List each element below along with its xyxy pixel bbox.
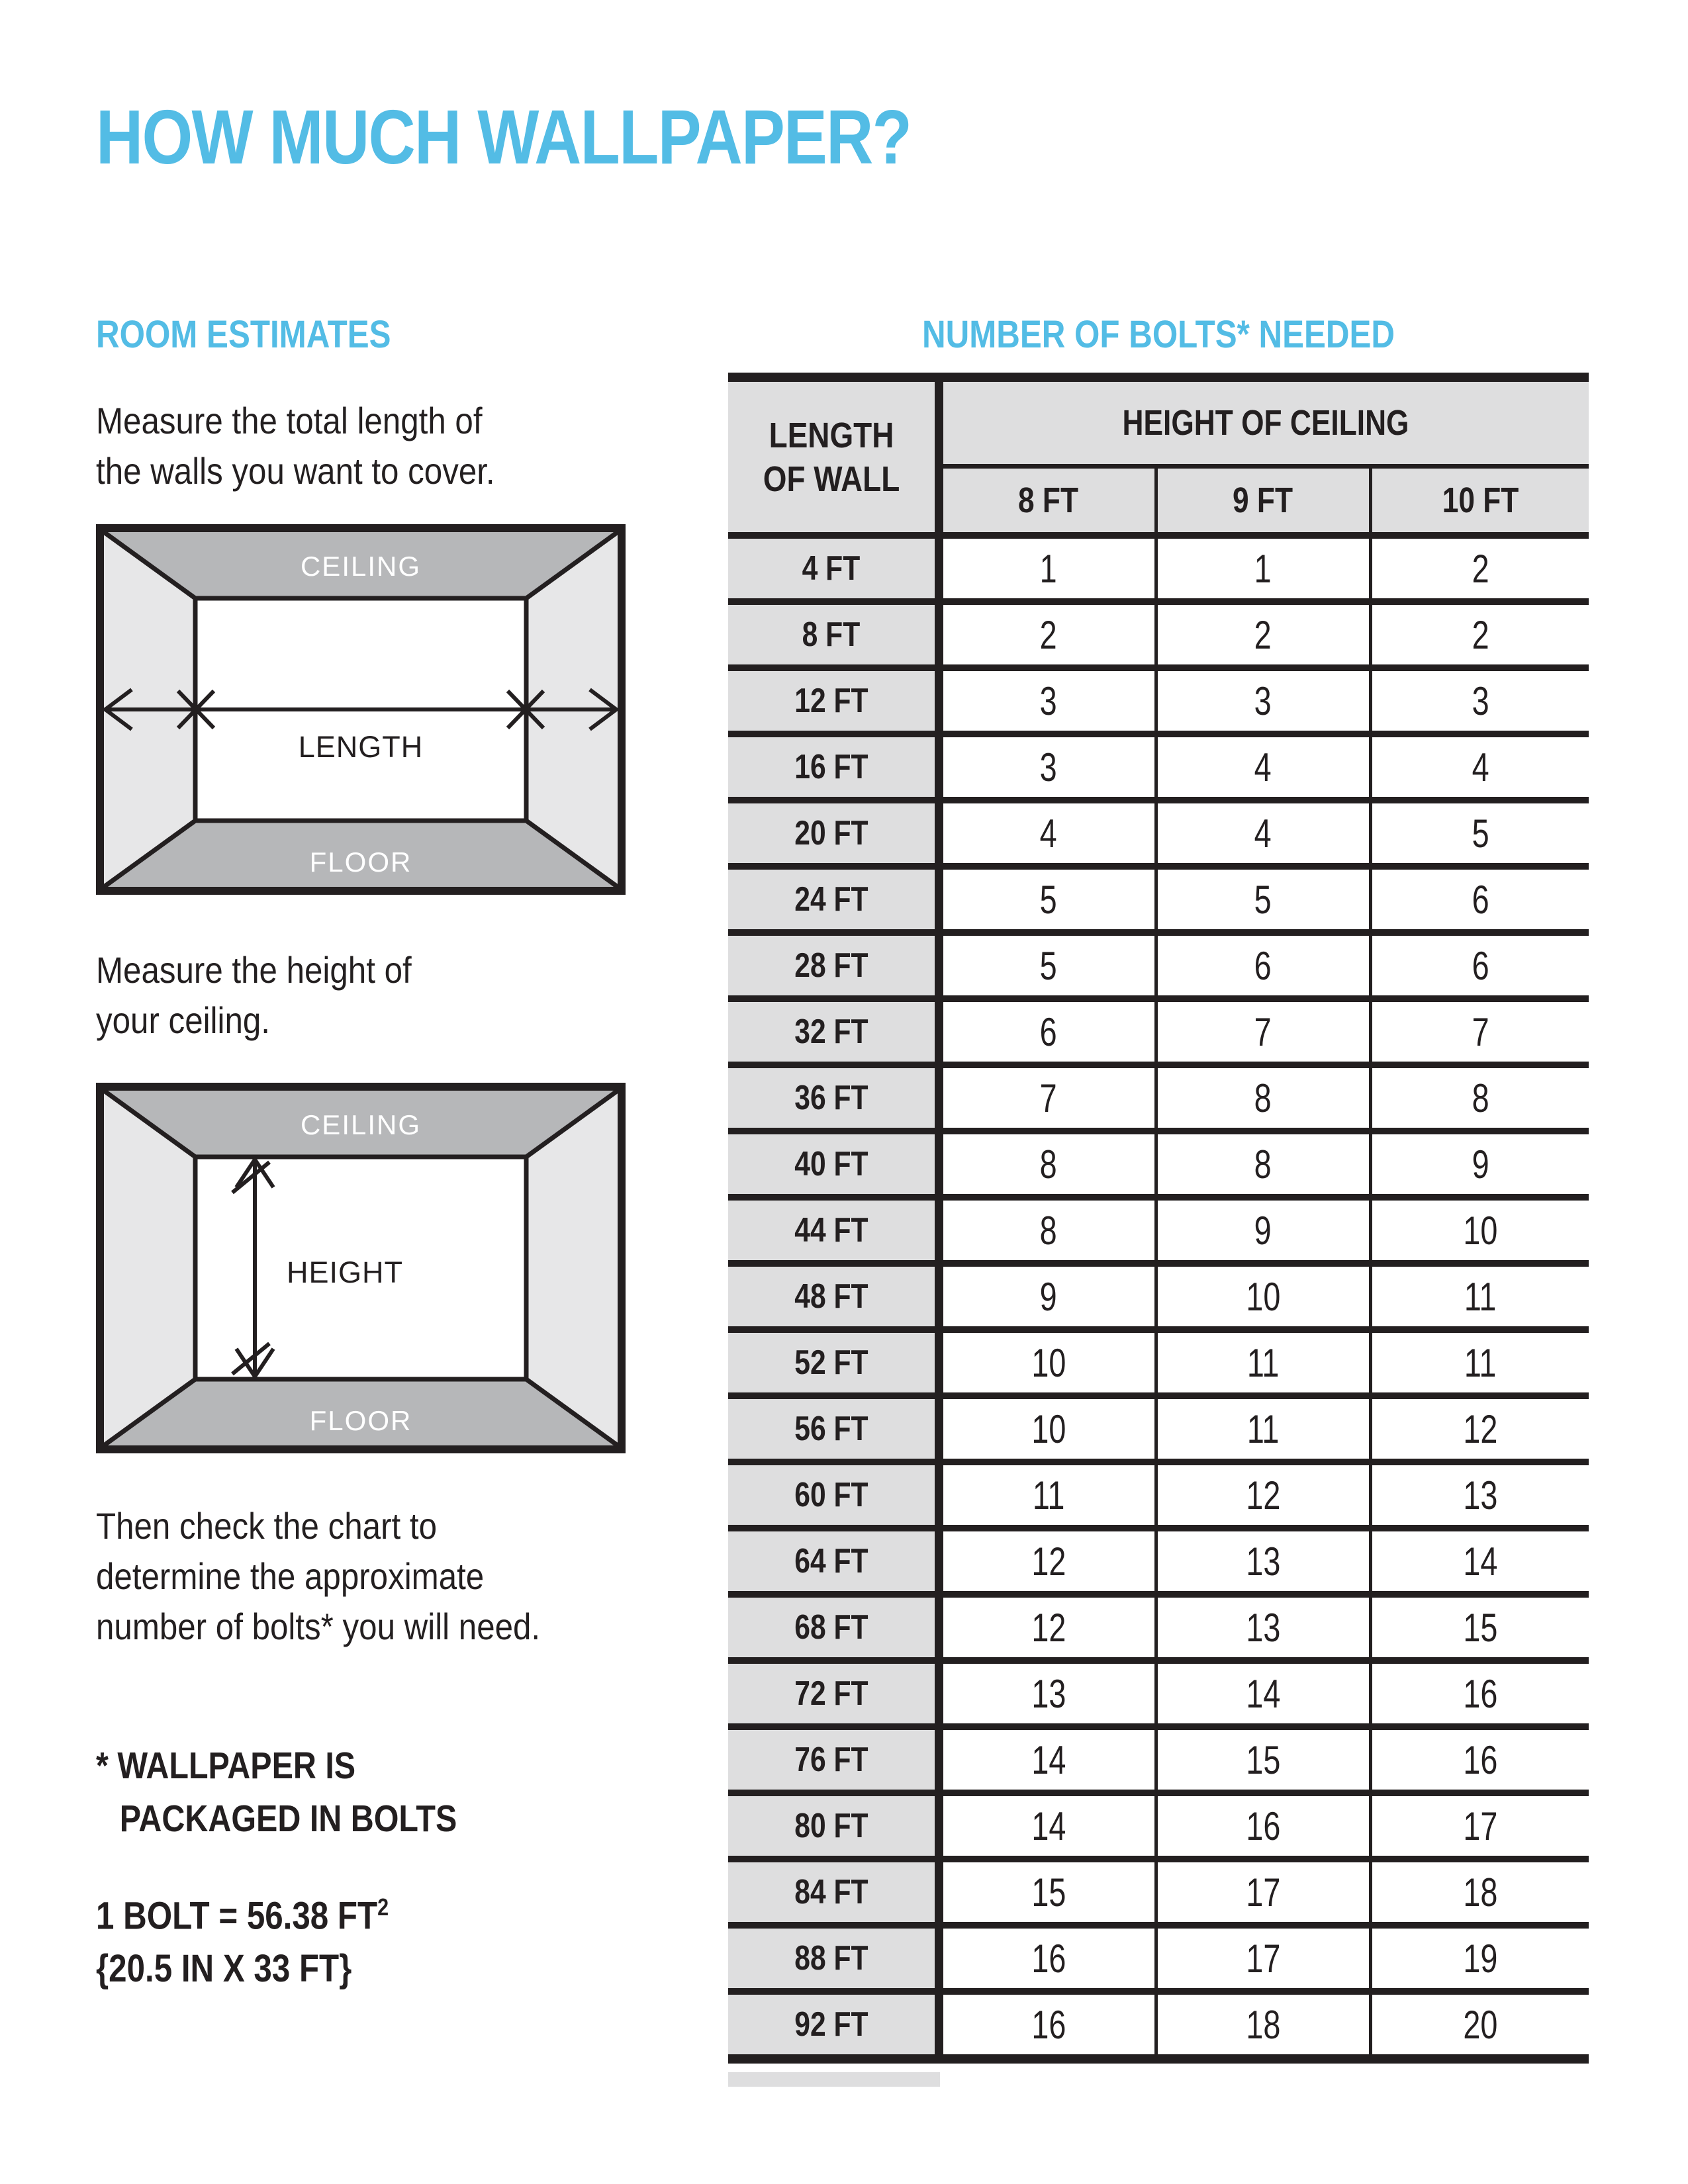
page-title xyxy=(96,93,1055,181)
bolt-footnote: * WALLPAPER IS PACKAGED IN BOLTS xyxy=(96,1745,457,1840)
row-label-cell: 40 FT xyxy=(728,1131,939,1197)
table-row xyxy=(728,866,1589,933)
table-row xyxy=(728,535,1589,602)
bolt-count-cell: 10 xyxy=(1156,1263,1370,1330)
bolt-count-cell: 4 xyxy=(1156,800,1370,866)
bolt-count-cell: 11 xyxy=(939,1462,1156,1528)
length-room-diagram xyxy=(96,524,626,895)
bolt-count-cell: 9 xyxy=(1370,1131,1589,1197)
floor-label: FLOOR xyxy=(309,1405,412,1436)
bolt-count-cell: 16 xyxy=(1370,1661,1589,1727)
row-label-cell: 48 FT xyxy=(728,1263,939,1330)
col-header-8ft: 8 FT xyxy=(939,467,1156,536)
bolt-size-info xyxy=(96,1881,440,1995)
bolt-count-cell: 5 xyxy=(939,933,1156,999)
bolt-count-cell: 14 xyxy=(939,1793,1156,1859)
bolt-count-cell: 5 xyxy=(939,866,1156,933)
bolt-count-cell: 13 xyxy=(1156,1528,1370,1594)
table-row xyxy=(728,668,1589,734)
page-title-text: HOW MUCH WALLPAPER? xyxy=(96,94,912,180)
table-row xyxy=(728,1991,1589,2059)
bolt-count-cell: 19 xyxy=(1370,1925,1589,1991)
bolt-count-cell: 11 xyxy=(1156,1396,1370,1462)
bolt-count-cell: 2 xyxy=(1156,602,1370,668)
bolt-count-cell: 15 xyxy=(1156,1727,1370,1793)
row-label-cell: 80 FT xyxy=(728,1793,939,1859)
bolt-count-cell: 8 xyxy=(1156,1065,1370,1131)
bolt-count-cell: 16 xyxy=(939,1925,1156,1991)
bolt-count-cell: 3 xyxy=(939,734,1156,800)
bolt-dimensions: {20.5 IN X 33 FT} xyxy=(96,1947,352,1991)
row-label-cell: 24 FT xyxy=(728,866,939,933)
table-row xyxy=(728,1594,1589,1661)
bolt-count-cell: 2 xyxy=(1370,602,1589,668)
bolt-count-cell: 6 xyxy=(1370,933,1589,999)
bolt-count-cell: 20 xyxy=(1370,1991,1589,2059)
row-label-cell: 60 FT xyxy=(728,1462,939,1528)
table-row xyxy=(728,1859,1589,1925)
table-row xyxy=(728,933,1589,999)
bolt-count-cell: 17 xyxy=(1156,1925,1370,1991)
bolt-count-cell: 16 xyxy=(1370,1727,1589,1793)
row-label-cell: 56 FT xyxy=(728,1396,939,1462)
table-row xyxy=(728,1263,1589,1330)
row-label-cell: 36 FT xyxy=(728,1065,939,1131)
step3-instruction: Then check the chart to determine the approximate number of bolts* you will need. xyxy=(96,1505,541,1647)
table-row xyxy=(728,1528,1589,1594)
col-header-10ft: 10 FT xyxy=(1370,467,1589,536)
bolt-count-cell: 15 xyxy=(939,1859,1156,1925)
row-label-cell: 8 FT xyxy=(728,602,939,668)
room-estimates-heading: ROOM ESTIMATES xyxy=(96,313,391,356)
bolt-count-cell: 8 xyxy=(1370,1065,1589,1131)
row-label-cell: 76 FT xyxy=(728,1727,939,1793)
length-label: LENGTH xyxy=(298,730,424,764)
bolt-count-cell: 14 xyxy=(1156,1661,1370,1727)
height-room-diagram xyxy=(96,1083,626,1453)
table-row xyxy=(728,1925,1589,1991)
bolt-count-cell: 3 xyxy=(939,668,1156,734)
table-row xyxy=(728,1330,1589,1396)
bolt-count-cell: 15 xyxy=(1370,1594,1589,1661)
row-label-cell: 32 FT xyxy=(728,999,939,1065)
bolt-count-cell: 1 xyxy=(1156,535,1370,602)
table-row xyxy=(728,1462,1589,1528)
bolt-count-cell: 16 xyxy=(939,1991,1156,2059)
floor-label: FLOOR xyxy=(309,846,412,878)
bolt-count-cell: 2 xyxy=(1370,535,1589,602)
bolt-count-cell: 12 xyxy=(1370,1396,1589,1462)
bolt-count-cell: 6 xyxy=(1156,933,1370,999)
table-gray-tail xyxy=(728,2072,940,2087)
table-row xyxy=(728,1396,1589,1462)
row-label-cell: 20 FT xyxy=(728,800,939,866)
bolt-count-cell: 12 xyxy=(939,1528,1156,1594)
bolt-count-cell: 4 xyxy=(939,800,1156,866)
col-group-header-cell: HEIGHT OF CEILING xyxy=(939,377,1589,467)
row-label-cell: 12 FT xyxy=(728,668,939,734)
bolt-count-cell: 8 xyxy=(1156,1131,1370,1197)
bolt-count-cell: 4 xyxy=(1370,734,1589,800)
row-label-cell: 84 FT xyxy=(728,1859,939,1925)
bolt-count-cell: 10 xyxy=(939,1330,1156,1396)
bolt-table xyxy=(728,373,1589,2064)
bolt-count-cell: 7 xyxy=(939,1065,1156,1131)
bolt-count-cell: 5 xyxy=(1370,800,1589,866)
bolt-count-cell: 8 xyxy=(939,1197,1156,1263)
row-label-cell: 16 FT xyxy=(728,734,939,800)
bolt-count-cell: 18 xyxy=(1156,1991,1370,2059)
bolt-count-cell: 18 xyxy=(1370,1859,1589,1925)
bolt-count-cell: 10 xyxy=(1370,1197,1589,1263)
bolt-count-cell: 4 xyxy=(1156,734,1370,800)
row-label-cell: 64 FT xyxy=(728,1528,939,1594)
bolt-count-cell: 11 xyxy=(1156,1330,1370,1396)
bolt-count-cell: 3 xyxy=(1370,668,1589,734)
row-label-cell: 92 FT xyxy=(728,1991,939,2059)
bolt-count-cell: 9 xyxy=(1156,1197,1370,1263)
table-row xyxy=(728,999,1589,1065)
row-label-cell: 68 FT xyxy=(728,1594,939,1661)
bolt-count-cell: 14 xyxy=(939,1727,1156,1793)
bolt-count-cell: 14 xyxy=(1370,1528,1589,1594)
table-row xyxy=(728,1197,1589,1263)
bolt-count-cell: 9 xyxy=(939,1263,1156,1330)
table-header-row-1 xyxy=(728,377,1589,467)
bolt-count-cell: 7 xyxy=(1156,999,1370,1065)
row-label-cell: 52 FT xyxy=(728,1330,939,1396)
exponent: 2 xyxy=(377,1893,389,1921)
bolt-count-cell: 17 xyxy=(1370,1793,1589,1859)
bolt-count-cell: 6 xyxy=(939,999,1156,1065)
table-row xyxy=(728,800,1589,866)
height-label: HEIGHT xyxy=(287,1255,404,1289)
row-label-cell: 4 FT xyxy=(728,535,939,602)
bolt-count-cell: 3 xyxy=(1156,668,1370,734)
table-row xyxy=(728,734,1589,800)
bolt-count-cell: 10 xyxy=(939,1396,1156,1462)
bolt-count-cell: 17 xyxy=(1156,1859,1370,1925)
row-label-cell: 28 FT xyxy=(728,933,939,999)
bolt-count-cell: 12 xyxy=(939,1594,1156,1661)
table-row xyxy=(728,1727,1589,1793)
row-label-cell: 44 FT xyxy=(728,1197,939,1263)
ceiling-label: CEILING xyxy=(300,1109,422,1140)
step1-instruction: Measure the total length of the walls you want to cover. xyxy=(96,400,495,492)
bolt-count-cell: 6 xyxy=(1370,866,1589,933)
bolt-equation: 1 BOLT = 56.38 $FT^2$ xyxy=(96,1893,389,1938)
bolt-count-cell: 13 xyxy=(1156,1594,1370,1661)
bolt-count-cell: 5 xyxy=(1156,866,1370,933)
bolt-count-cell: 16 xyxy=(1156,1793,1370,1859)
table-row xyxy=(728,1131,1589,1197)
bolt-count-cell: 1 xyxy=(939,535,1156,602)
bolt-count-cell: 13 xyxy=(1370,1462,1589,1528)
bolt-count-cell: 11 xyxy=(1370,1330,1589,1396)
row-label-cell: 88 FT xyxy=(728,1925,939,1991)
table-row xyxy=(728,1661,1589,1727)
bolt-count-cell: 12 xyxy=(1156,1462,1370,1528)
bolt-count-cell: 13 xyxy=(939,1661,1156,1727)
step2-instruction: Measure the height of your ceiling. xyxy=(96,949,412,1041)
ceiling-label: CEILING xyxy=(300,551,422,582)
bolts-needed-heading: NUMBER OF BOLTS* NEEDED xyxy=(922,313,1395,356)
table-row xyxy=(728,602,1589,668)
row-label-cell: 72 FT xyxy=(728,1661,939,1727)
table-row xyxy=(728,1793,1589,1859)
bolt-count-cell: 7 xyxy=(1370,999,1589,1065)
bolt-count-cell: 2 xyxy=(939,602,1156,668)
bolt-count-cell: 8 xyxy=(939,1131,1156,1197)
bolt-count-cell: 11 xyxy=(1370,1263,1589,1330)
col-header-9ft: 9 FT xyxy=(1156,467,1370,536)
table-row xyxy=(728,1065,1589,1131)
row-header-cell: LENGTH OF WALL xyxy=(728,377,939,535)
bolt-table-body xyxy=(728,535,1589,2059)
